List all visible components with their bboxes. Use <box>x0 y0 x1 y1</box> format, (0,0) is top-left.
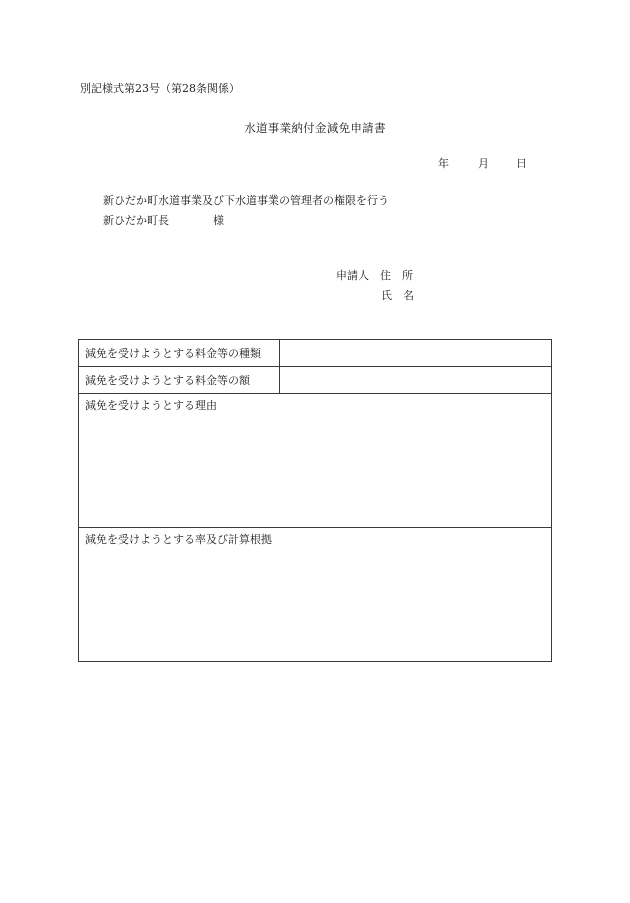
addressee-name: 新ひだか町長 <box>103 214 169 227</box>
fee-type-field[interactable] <box>280 340 551 366</box>
date-day-label: 日 <box>516 157 527 170</box>
document-title: 水道事業納付金減免申請書 <box>244 121 386 135</box>
reason-label: 減免を受けようとする理由 <box>85 399 217 412</box>
fee-type-row <box>79 340 551 367</box>
addressee-line2 <box>103 212 224 228</box>
fee-type-label: 減免を受けようとする料金等の種類 <box>79 340 280 366</box>
application-form-table <box>78 339 552 662</box>
applicant-address-label: 住所 <box>380 269 424 282</box>
applicant-address-row <box>336 267 424 283</box>
applicant-label: 申請人 <box>336 269 369 282</box>
rate-basis-label: 減免を受けようとする率及び計算根拠 <box>85 533 272 546</box>
form-reference: 別記様式第23号（第28条関係） <box>80 82 240 95</box>
date-year-label: 年 <box>438 157 449 170</box>
rate-basis-row[interactable] <box>79 528 551 661</box>
fee-amount-label: 減免を受けようとする料金等の額 <box>79 367 280 393</box>
addressee-suffix: 様 <box>213 214 224 227</box>
fee-amount-row <box>79 367 551 394</box>
reason-row[interactable] <box>79 394 551 528</box>
applicant-name-label: 氏名 <box>381 289 425 302</box>
addressee-line1: 新ひだか町水道事業及び下水道事業の管理者の権限を行う <box>103 194 389 207</box>
date-row <box>438 155 527 171</box>
date-month-label: 月 <box>478 157 489 170</box>
fee-amount-field[interactable] <box>280 367 551 393</box>
